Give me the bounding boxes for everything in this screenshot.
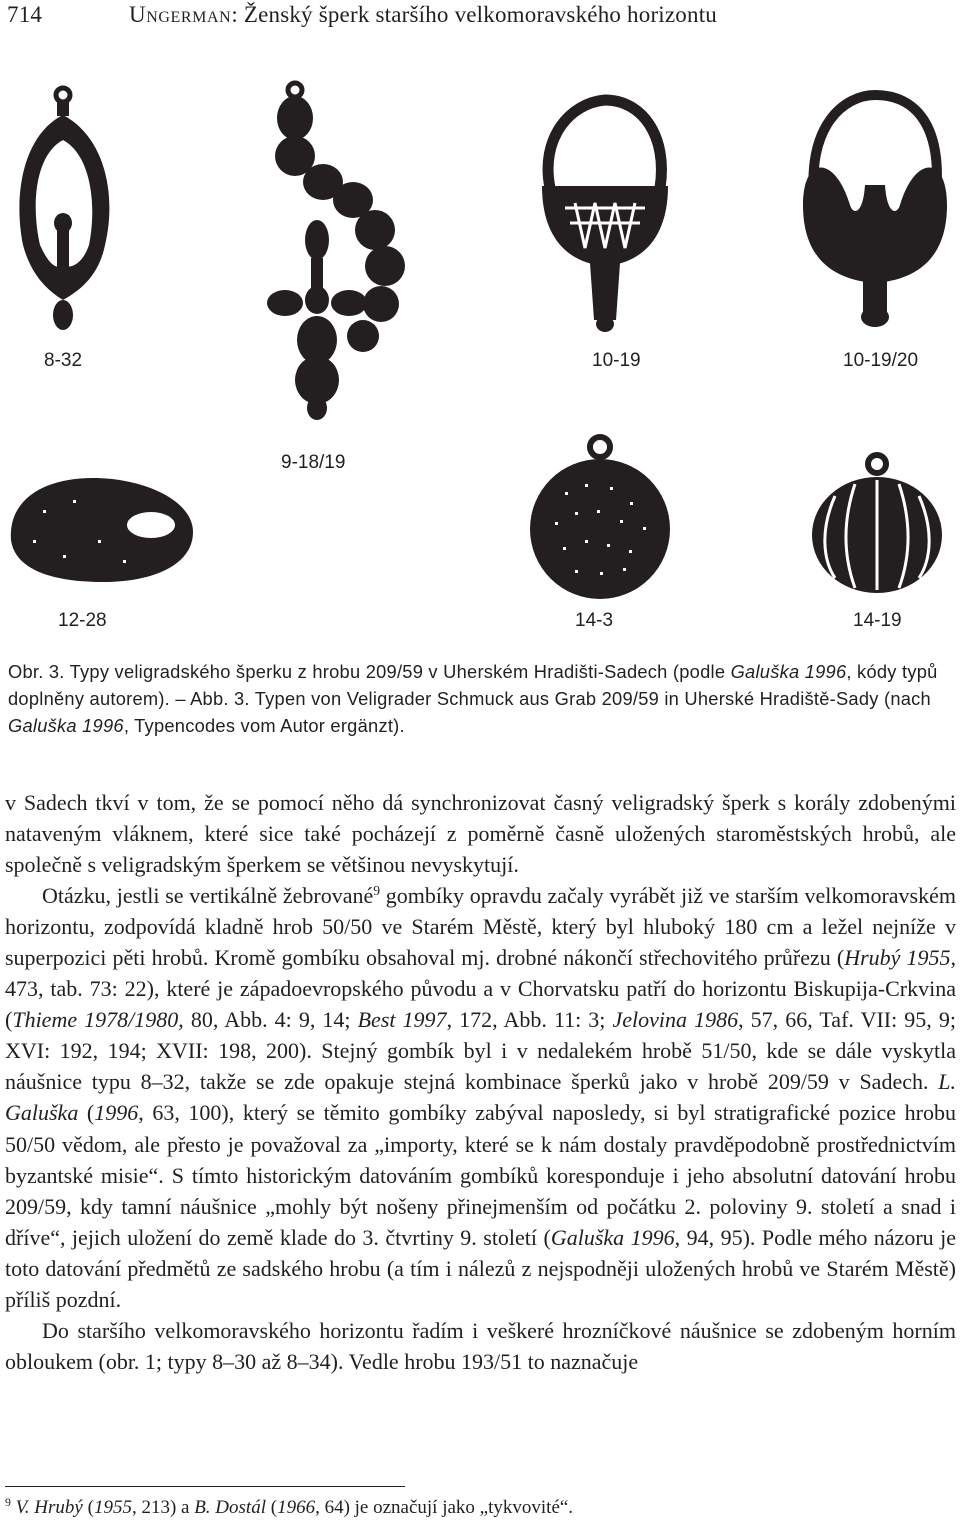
header-author: Ungerman: [129, 2, 232, 27]
type-code-label: 14-3: [575, 610, 614, 631]
pendant-9-18-19-drawing: [225, 78, 425, 423]
footnote-marker: 9: [373, 882, 381, 898]
earring-10-19-20-drawing: [795, 85, 955, 330]
type-code-label: 10-19: [592, 350, 641, 371]
running-header: [7, 2, 950, 28]
earring-8-32-drawing: [5, 85, 145, 335]
footnote-divider: [5, 1486, 405, 1487]
paragraph: Otázku, jestli se vertikálně žebrované$^9$ gombíky opravdu začaly vyrábět již ve starším velkomoravském horizontu, zodpovídá kladně hrob 50/50 ve Starém Městě, který byl hluboký 180 cm a ležel nejníže v superpozici pěti hrobů. Kromě gombíku obsahoval mj. drobné nákončí střechovitého průřezu (Hrubý 1955, 473, tab. 73: 22), které je západoevropského původu a v Chorvatsku patří do horizontu Biskupija-Crkvina (Thieme 1978/1980, 80, Abb. 4: 9, 14; Best 1997, 172, Abb. 11: 3; Jelovina 1986, 57, 66, Taf. VII: 95, 9; XVI: 192, 194; XVII: 198, 200). Stejný gombík byl i v nedalekém hrobě 51/50, kde se dále vyskytla náušnice typu 8–32, takže se zde opakuje stejná kombinace šperků jako v hrobě 209/59 v Sadech. L. Galuška (1996, 63, 100), který se těmito gombíky zabýval naposledy, si byl stratigrafické pozice hrobu 50/50 vědom, ale přesto je považoval za „importy, které se k nám dostaly pravděpodobně prostřednictvím byzantské misie“. S tímto historickým datováním gombíků koresponduje i jeho absolutní datování hrobu 209/59, kdy tamní náušnice „mohly být nošeny přinejmenším od počátku 2. poloviny 9. století a snad i dříve“, jejich uložení do země klade do 3. čtvrtiny 9. století (Galuška 1996, 94, 95). Podle mého názoru je toto datování předmětů ze sadského hrobu (a tím i nálezů z nejspodněji uložených hrobů ve Starém Městě) příliš pozdní.: [5, 882, 956, 1312]
earring-10-19-drawing: [530, 88, 680, 333]
page-number: 714: [7, 2, 43, 27]
body-text: [5, 787, 956, 1377]
type-code-label: 9-18/19: [281, 452, 346, 473]
ring-12-28-drawing: [3, 470, 203, 590]
button-14-3-drawing: [525, 432, 675, 602]
paragraph: Do staršího velkomoravského horizontu řadím i veškeré hrozníčkové náušnice se zdobeným horním obloukem (obr. 1; typy 8–30 až 8–34). Vedle hrobu 193/51 to naznačuje: [5, 1317, 956, 1374]
button-14-19-drawing: [805, 450, 950, 600]
paragraph: v Sadech tkví v tom, že se pomocí něho dá synchronizovat časný veligradský šperk s korály zdobenými nataveným vláknem, které sice také pocházejí z poměrně časně uložených staroměstských hrobů, ale společně s veligradským šperkem se většinou nevyskytují.: [5, 790, 956, 878]
header-title: : Ženský šperk staršího velkomoravského horizontu: [231, 2, 717, 27]
figure-caption: Obr. 3. Typy veligradského šperku z hrobu 209/59 v Uherském Hradišti-Sadech (podle Galuška 1996, kódy typů doplněny autorem). – Abb. 3. Typen von Veligrader Schmuck aus Grab 209/59 in Uherské Hradiště-Sady (nach Galuška 1996, Typencodes vom Autor ergänzt).: [8, 661, 938, 736]
type-code-label: 14-19: [853, 610, 902, 631]
type-code-label: 12-28: [58, 610, 107, 631]
type-code-label: 10-19/20: [843, 350, 919, 371]
footnote: $^9$ V. Hrubý (1955, 213) a B. Dostál (1966, 64) je označují jako „tykvovité“.: [5, 1495, 574, 1518]
type-code-label: 8-32: [44, 350, 83, 371]
